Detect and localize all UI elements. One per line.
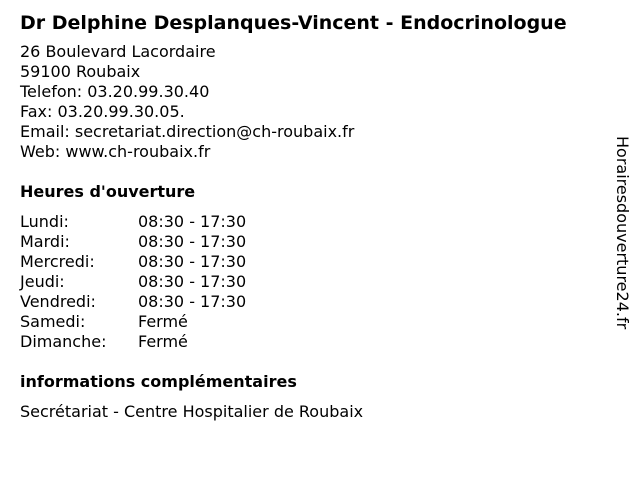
hours-row-friday [20,292,610,312]
hours-row-monday [20,212,610,232]
hours-day: Mardi: [20,232,70,251]
email-line: Email: secretariat.direction@ch-roubaix.fr [20,122,355,141]
hours-row-wednesday [20,252,610,272]
listing-card [20,10,610,422]
hours-time: 08:30 - 17:30 [138,272,247,291]
hours-day: Vendredi: [20,292,96,311]
address-city: 59100 Roubaix [20,62,141,81]
hours-time: 08:30 - 17:30 [138,292,247,311]
hours-row-sunday [20,332,610,352]
hours-day: Mercredi: [20,252,95,271]
info-heading: informations complémentaires [20,372,297,391]
watermark-text: Horairesdouverture24.fr [613,136,632,330]
fax-line: Fax: 03.20.99.30.05. [20,102,185,121]
hours-row-saturday [20,312,610,332]
web-line: Web: www.ch-roubaix.fr [20,142,211,161]
hours-row-thursday [20,272,610,292]
info-text: Secrétariat - Centre Hospitalier de Roubaix [20,402,364,421]
hours-time: Fermé [138,312,188,331]
hours-day: Lundi: [20,212,69,231]
hours-time: 08:30 - 17:30 [138,212,247,231]
site-watermark [612,136,632,346]
hours-row-tuesday [20,232,610,252]
hours-time: 08:30 - 17:30 [138,232,247,251]
hours-heading: Heures d'ouverture [20,182,196,201]
page-title: Dr Delphine Desplanques-Vincent - Endocrinologue [20,12,567,34]
phone-line: Telefon: 03.20.99.30.40 [20,82,210,101]
hours-day: Samedi: [20,312,86,331]
address-street: 26 Boulevard Lacordaire [20,42,216,61]
hours-day: Dimanche: [20,332,107,351]
hours-time: 08:30 - 17:30 [138,252,247,271]
opening-hours-list [20,212,610,352]
hours-time: Fermé [138,332,188,351]
address-block [20,42,610,162]
hours-day: Jeudi: [20,272,65,291]
